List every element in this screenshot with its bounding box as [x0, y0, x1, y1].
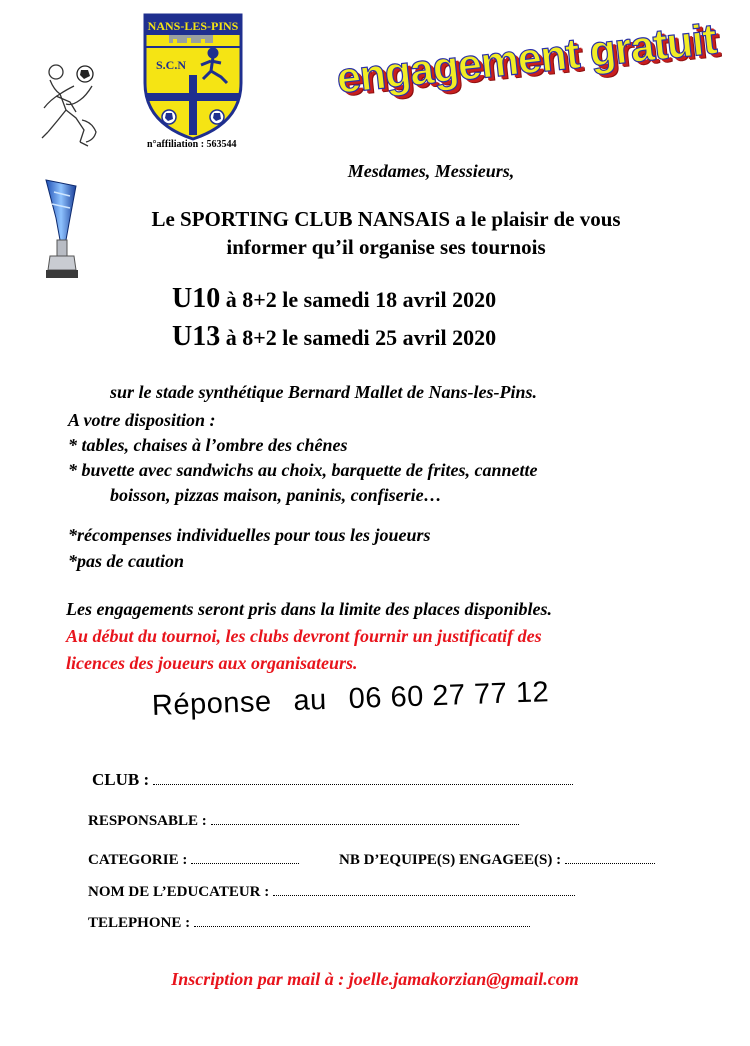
- tournament-category: U13: [172, 321, 221, 352]
- reply-label-au: au: [292, 683, 328, 718]
- reply-phone: 06 60 27 77 12: [348, 676, 550, 716]
- intro-line-2: informer qu’il organise ses tournois: [226, 235, 546, 259]
- tournament-u10: [172, 283, 496, 315]
- educator-field[interactable]: [88, 883, 575, 901]
- responsible-field[interactable]: [88, 812, 519, 830]
- intro-text: [86, 205, 686, 261]
- educator-fill-line[interactable]: [273, 883, 575, 896]
- availability-item-continued: boisson, pizzas maison, paninis, confiserie…: [110, 485, 442, 505]
- phone-fill-line[interactable]: [194, 914, 530, 927]
- educator-label: NOM DE L’EDUCATEUR :: [88, 884, 270, 900]
- team-count-fill-line[interactable]: [565, 851, 655, 864]
- team-count-field[interactable]: [339, 851, 655, 869]
- perk-item: *pas de caution: [68, 551, 185, 571]
- footballer-drawing: [36, 60, 108, 156]
- notices: [66, 596, 552, 677]
- club-fill-line[interactable]: [153, 772, 573, 785]
- club-logo: [143, 13, 243, 141]
- category-field[interactable]: [88, 851, 299, 869]
- svg-text:S.C.N: S.C.N: [155, 58, 187, 72]
- club-label: CLUB :: [92, 770, 150, 789]
- category-label: CATEGORIE :: [88, 852, 188, 868]
- perks-list: [68, 522, 431, 574]
- club-field[interactable]: [92, 770, 573, 790]
- team-count-label: NB D’EQUIPE(S) ENGAGEE(S) :: [339, 852, 562, 868]
- reply-label: Réponse: [151, 685, 273, 722]
- availability-item: * buvette avec sandwichs au choix, barquette de frites, cannette: [68, 460, 538, 480]
- availability-item: * tables, chaises à l’ombre des chênes: [68, 435, 348, 455]
- availability-title: A votre disposition :: [68, 410, 216, 430]
- responsible-fill-line[interactable]: [211, 812, 519, 825]
- responsible-label: RESPONSABLE :: [88, 813, 207, 829]
- phone-field[interactable]: [88, 914, 530, 932]
- reply-line: [151, 676, 549, 723]
- category-fill-line[interactable]: [191, 851, 299, 864]
- phone-label: TELEPHONE :: [88, 915, 191, 931]
- limit-notice: Les engagements seront pris dans la limite des places disponibles.: [66, 599, 553, 619]
- trophy-icon: [40, 178, 82, 282]
- license-notice-line-2: licences des joueurs aux organisateurs.: [66, 653, 358, 673]
- free-entry-banner: engagement gratuit: [334, 15, 719, 103]
- email-registration[interactable]: Inscription par mail à : joelle.jamakorzian@gmail.com: [171, 969, 579, 989]
- svg-text:NANS-LES-PINS: NANS-LES-PINS: [147, 19, 239, 33]
- tournament-detail: à 8+2 le samedi 18 avril 2020: [225, 287, 497, 312]
- salutation: Mesdames, Messieurs,: [347, 161, 515, 181]
- intro-line-1: Le SPORTING CLUB NANSAIS a le plaisir de vous: [151, 207, 621, 231]
- venue-text: sur le stade synthétique Bernard Mallet de Nans-les-Pins.: [110, 382, 538, 402]
- tournament-category: U10: [172, 283, 221, 314]
- tournament-detail: à 8+2 le samedi 25 avril 2020: [225, 325, 497, 350]
- license-notice-line-1: Au début du tournoi, les clubs devront fournir un justificatif des: [66, 626, 542, 646]
- availability-list: [68, 408, 537, 508]
- affiliation-number: n°affiliation : 563544: [147, 139, 237, 150]
- perk-item: *récompenses individuelles pour tous les joueurs: [68, 525, 431, 545]
- tournament-u13: [172, 321, 496, 353]
